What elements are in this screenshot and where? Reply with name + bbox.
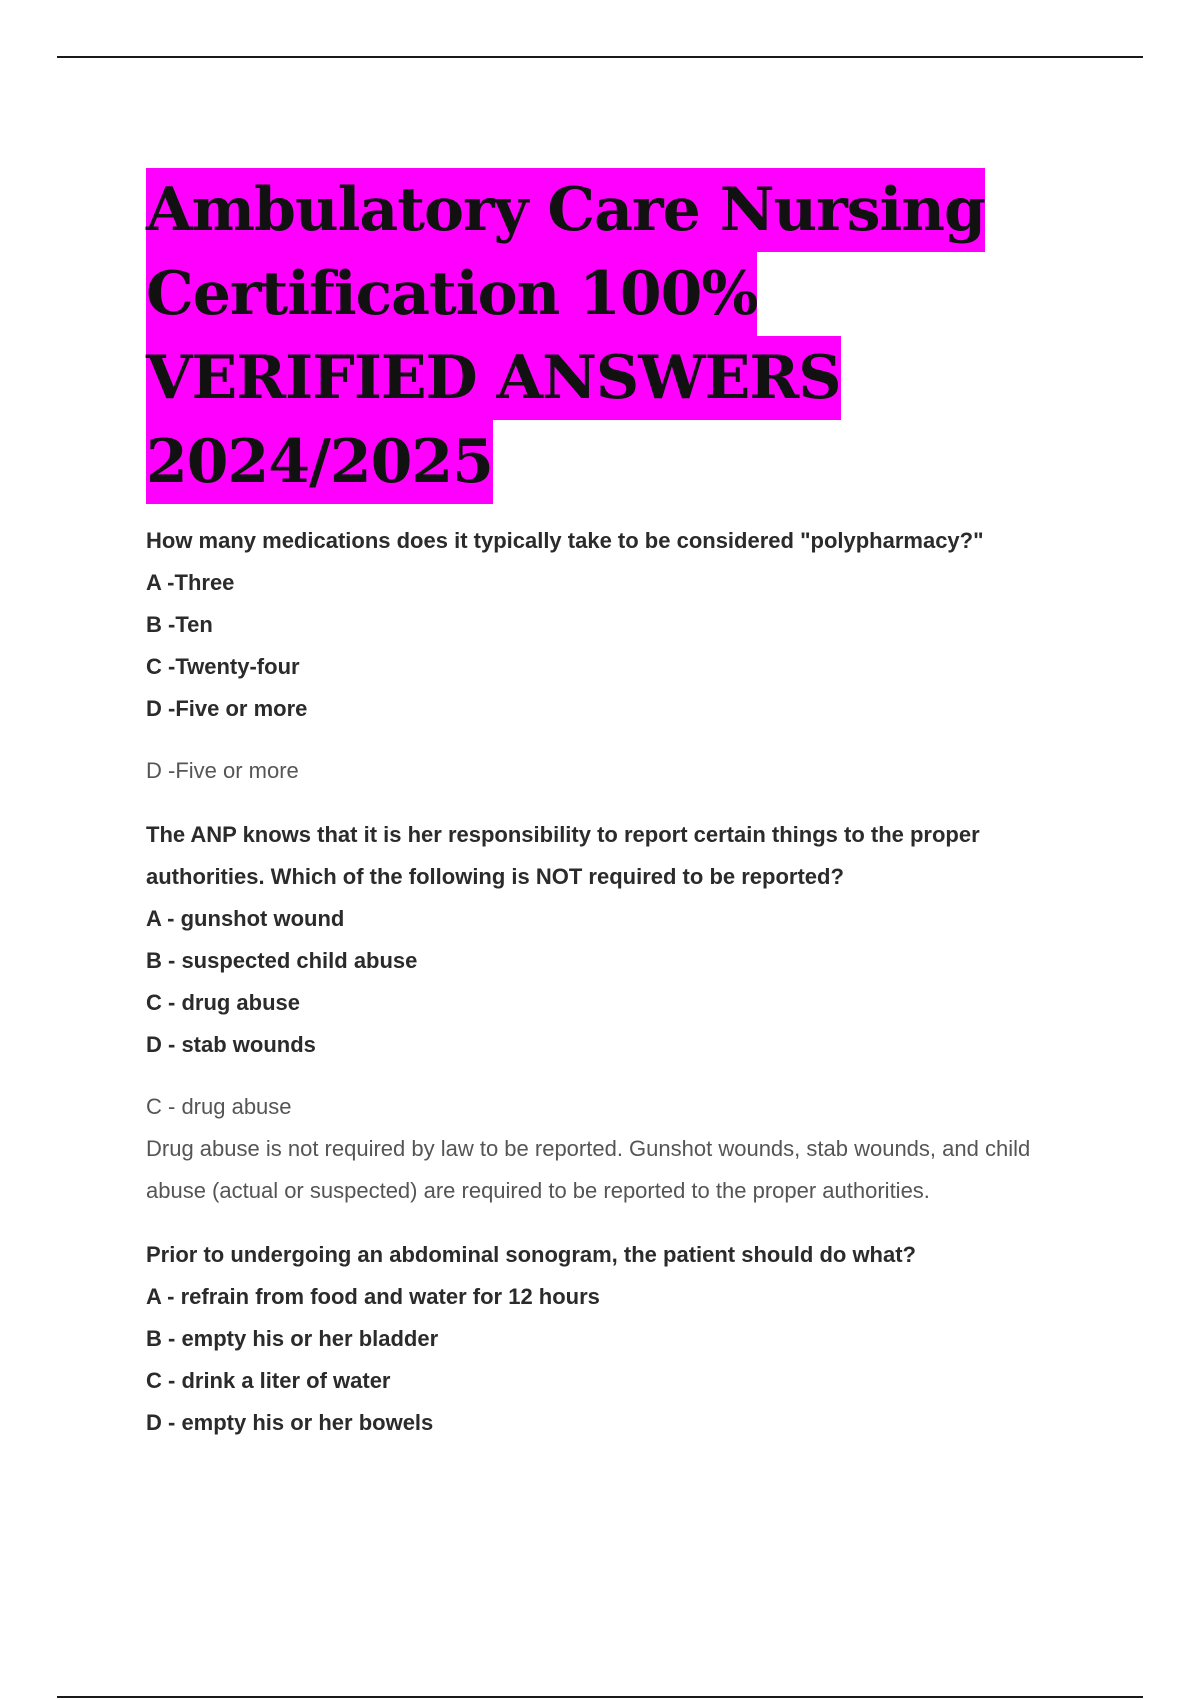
document-title bbox=[146, 168, 1086, 504]
question-text: Prior to undergoing an abdominal sonogram, the patient should do what? bbox=[146, 1242, 916, 1267]
question-block bbox=[146, 520, 1086, 792]
answer-text: C - drug abuse bbox=[146, 1094, 292, 1119]
title-line: 2024/2025 bbox=[146, 420, 493, 504]
option-b: B - suspected child abuse bbox=[146, 948, 418, 973]
title-line: Certification 100% bbox=[146, 252, 757, 336]
answer-explanation: Drug abuse is not required by law to be reported. Gunshot wounds, stab wounds, and child abuse (actual or suspected) are required to be reported to the proper authorities. bbox=[146, 1136, 1031, 1203]
top-rule bbox=[57, 56, 1143, 58]
option-a: A - gunshot wound bbox=[146, 906, 345, 931]
document-body bbox=[146, 168, 1086, 1444]
question-block bbox=[146, 814, 1086, 1212]
option-b: B - empty his or her bladder bbox=[146, 1326, 439, 1351]
option-a: A -Three bbox=[146, 570, 235, 595]
option-b: B -Ten bbox=[146, 612, 213, 637]
title-line: Ambulatory Care Nursing bbox=[146, 168, 985, 252]
option-d: D - stab wounds bbox=[146, 1032, 316, 1057]
option-d: D -Five or more bbox=[146, 696, 308, 721]
option-c: C - drink a liter of water bbox=[146, 1368, 391, 1393]
bottom-rule bbox=[57, 1696, 1143, 1698]
option-d: D - empty his or her bowels bbox=[146, 1410, 434, 1435]
option-c: C -Twenty-four bbox=[146, 654, 300, 679]
option-a: A - refrain from food and water for 12 hours bbox=[146, 1284, 600, 1309]
spacer bbox=[146, 1212, 1086, 1234]
spacer bbox=[146, 792, 1086, 814]
title-line: VERIFIED ANSWERS bbox=[146, 336, 841, 420]
option-c: C - drug abuse bbox=[146, 990, 301, 1015]
question-text: The ANP knows that it is her responsibility to report certain things to the proper authorities. Which of the following is NOT required to be reported? bbox=[146, 822, 980, 889]
question-block bbox=[146, 1234, 1086, 1444]
answer-text: D -Five or more bbox=[146, 758, 299, 783]
question-text: How many medications does it typically take to be considered "polypharmacy?" bbox=[146, 528, 984, 553]
